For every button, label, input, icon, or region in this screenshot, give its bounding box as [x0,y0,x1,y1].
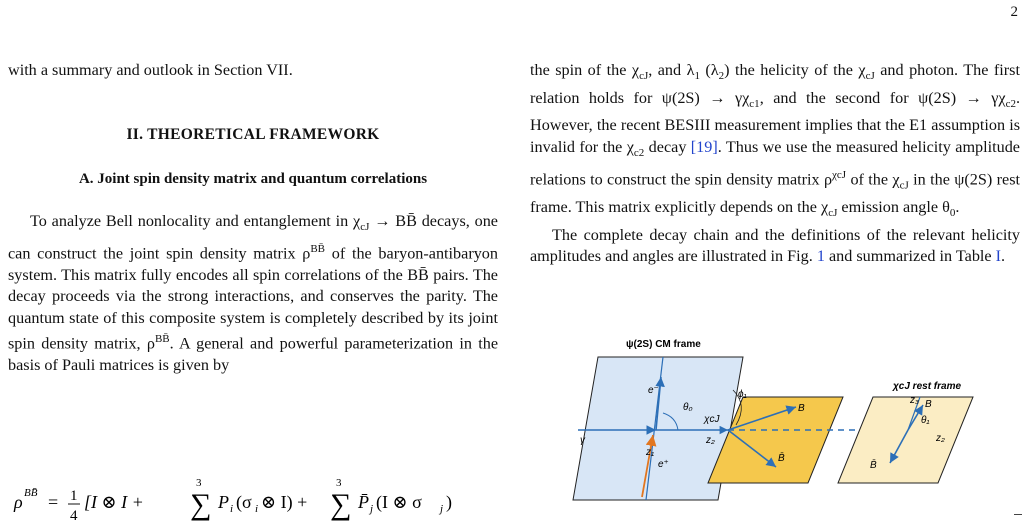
eq-rho-sup: BB̄ [24,487,38,499]
svg-text:i: i [255,503,259,515]
label-theta0: θ₀ [683,402,693,413]
eq-sum1-top: 3 [196,477,202,489]
footnote-dash [1014,514,1022,515]
page-number: 2 [1010,4,1018,20]
label-z3: z₃ [910,395,919,406]
intro-paragraph-tail: with a summary and outlook in Section VII. [8,61,293,79]
label-z2-left: z₂ [706,435,715,446]
eq-rho: ρ [14,492,23,512]
equation-density-matrix [8,470,498,524]
eq-p: P [218,492,229,512]
right-column [530,60,1020,268]
svg-text:): ) [446,492,452,512]
label-theta1: θ₁ [921,415,930,426]
eq-pbar: P̄ [358,492,369,512]
label-bbar-right: B̄ [870,460,877,471]
table-link[interactable]: I [995,247,1002,266]
svg-text:i: i [230,503,234,515]
svg-text:(σ: (σ [236,492,252,512]
label-bbar-left: B̄ [778,453,785,464]
svg-text:(I ⊗ σ: (I ⊗ σ [376,492,422,512]
citation-19[interactable]: [19] [690,137,718,156]
eq-sum2: ∑ [330,488,352,521]
eq-sum2-top: 3 [336,477,342,489]
label-chicj: χcJ [704,414,720,425]
paragraph-bell-nonlocality: To analyze Bell nonlocality and entanglement in $\chi_{cJ}$ → BB̄ decays, one can construct the joint spin density matrix $\rho^{BB̄}$ of the baryon-antibaryon system. This matrix fully encodes all spin correlations of the BB̄ pairs. The decay proceeds via the strong interactions, and conserves the parity. The quantum state of this composite system is completely described by its joint spin density matrix, $\rho^{BB̄}$. A general and powerful parameterization in the basis of Pauli matrices is given by [8,212,499,375]
subsection-heading: A. Joint spin density matrix and quantum correlations [78,171,428,187]
eq-term1: [I ⊗ I + [84,492,144,512]
label-b-right: B [925,399,932,410]
svg-text:j: j [370,503,374,515]
svg-text:j: j [440,503,444,515]
svg-text:⊗ I) +: ⊗ I) + [261,492,308,512]
paragraph-decay-chain: The complete decay chain and the definitions of the relevant helicity amplitudes and angles are illustrated in Fig. 1 and summarized in Table I. [530,225,1020,266]
section-heading: II. THEORETICAL FRAMEWORK [126,125,380,143]
chi-frame-label: χcJ rest frame [893,381,962,392]
label-e-plus: e⁺ [658,459,669,470]
psi-frame-label: ψ(2S) CM frame [626,339,701,350]
label-z1: z₁ [646,447,655,458]
eq-equals: = [48,492,59,512]
chi-rest-plane [838,397,973,483]
figure-decay-diagram [568,335,998,505]
eq-frac-den: 4 [70,508,78,524]
label-phi1: ϕ₁ [738,389,747,400]
eq-frac-num: 1 [70,488,78,504]
paragraph-helicity: the spin of the $\chi_{cJ}$, and $\lambda_1$ $(\lambda_2)$ the helicity of the $\chi_{cJ}$ and photon. The first relation holds for $\psi(2S) \to \gamma\chi_{c1}$, and the second for $\psi(2S) \to \gamma\chi_{c2}$. However, the recent BESIII measurement implies that the E1 assumption is invalid for the $\chi_{c2}$ decay [19]. Thus we use the measured helicity amplitude relations to construct the spin density matrix $\rho^{\chi cJ}$ of the $\chi_{cJ}$ in the ψ(2S) rest frame. This matrix explicitly depends on the $\chi_{cJ}$ emission angle $\theta_0$. [530,61,1020,220]
left-column [8,60,498,377]
label-z2-right: z₂ [936,433,945,444]
label-gamma: γ [580,435,585,446]
figure-link[interactable]: 1 [816,247,825,266]
label-e-minus: e⁻ [648,385,659,396]
label-b-left: B [798,403,805,414]
eq-sum1: ∑ [190,488,212,521]
